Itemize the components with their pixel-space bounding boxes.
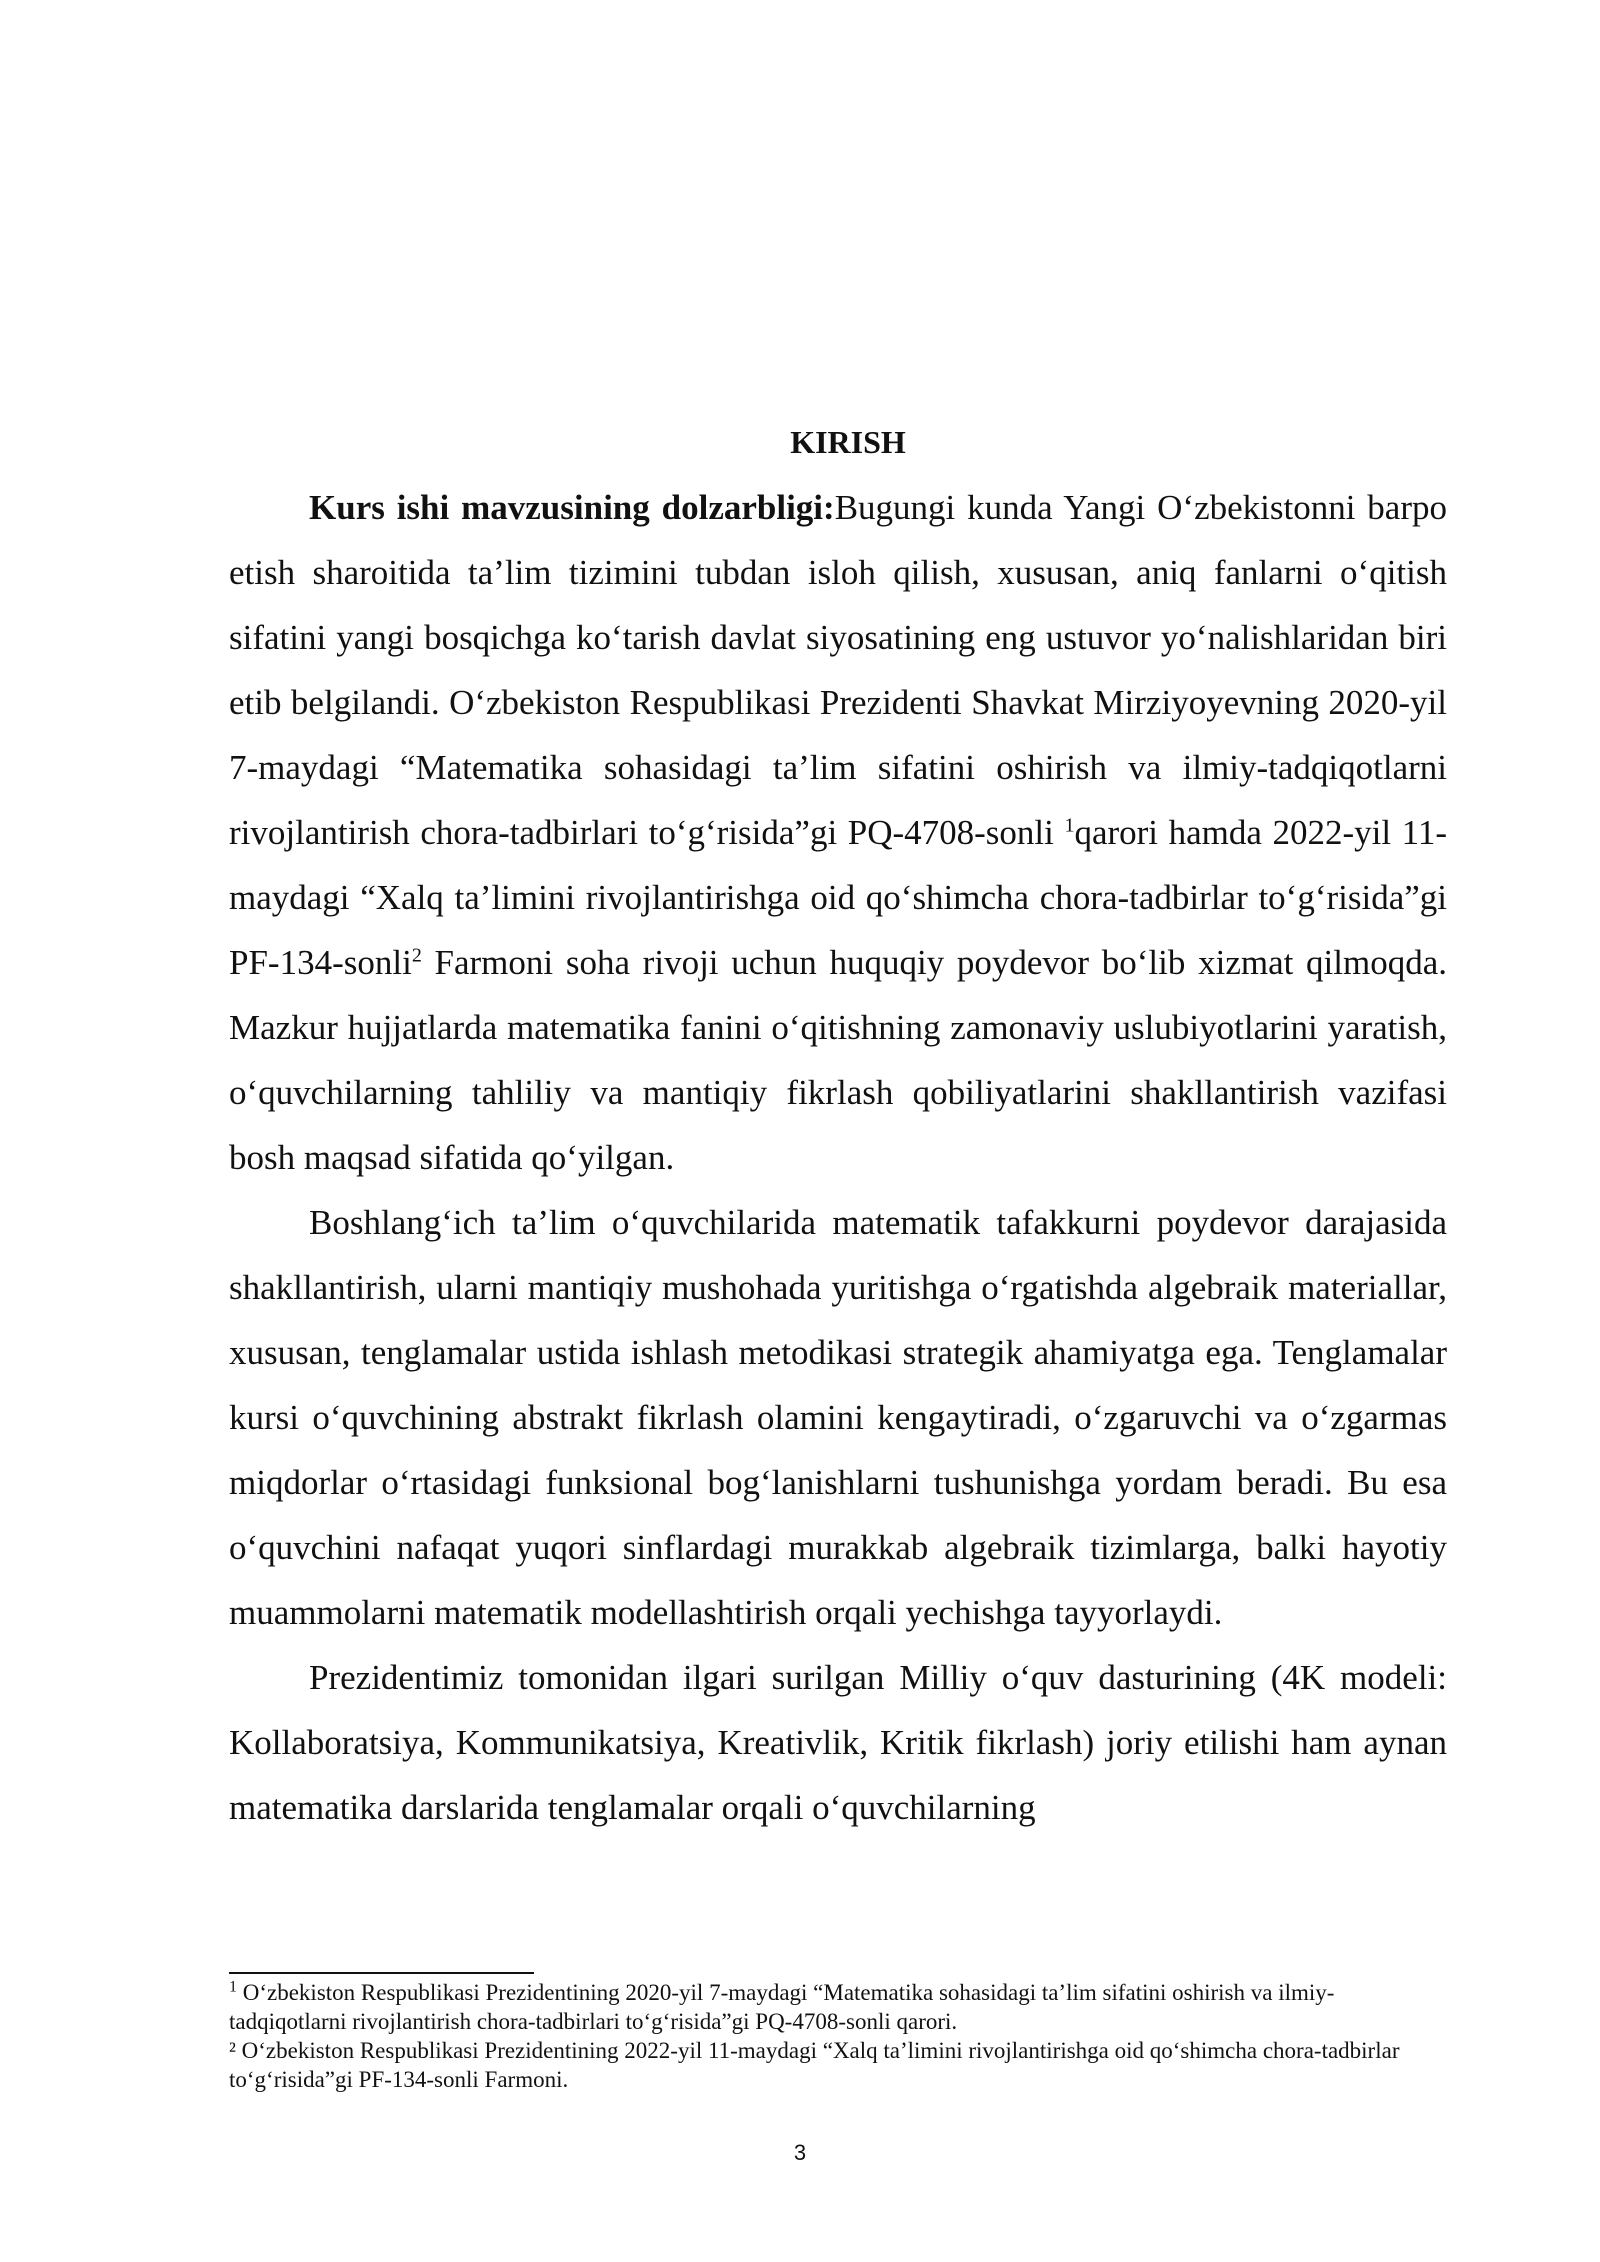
paragraph-2: Boshlang‘ich ta’lim o‘quvchilarida matematik tafakkurni poydevor darajasida shakllantirish, ularni mantiqiy mushohada yuritishga o‘rgatishda algebraik materiallar, xususan, tenglamalar ustida ishlash metodikasi strategik ahamiyatga ega. Tenglamalar kursi o‘quvchining abstrakt fikrlash olamini kengaytiradi, o‘zgaruvchi va o‘zgarmas miqdorlar o‘rtasidagi funksional bog‘lanishlarni tushunishga yordam beradi. Bu esa o‘quvchini nafaqat yuqori sinflardagi murakkab algebraik tizimlarga, balki hayotiy muammolarni matematik modellashtirish orqali yechishga tayyorlaydi. — [229, 1203, 1447, 1632]
footnotes — [229, 1978, 1447, 2094]
footnote-ref-2: 2 — [411, 944, 422, 967]
page-number: 3 — [793, 2140, 807, 2165]
paragraph-lead: Kurs ishi mavzusining dolzarbligi: — [309, 488, 835, 527]
paragraph-1-text-a: Bugungi kunda Yangi O‘zbekistonni barpo etish sharoitida ta’lim tizimini tubdan isloh qilish, xususan, aniq fanlarni o‘qitish sifatini yangi bosqichga ko‘tarish davlat siyosatining eng ustuvor yo‘nalishlaridan biri etib belgilandi. O‘zbekiston Respublikasi Prezidenti Shavkat Mirziyoyevning 2020-yil 7-maydagi “Matematika sohasidagi ta’lim sifatini oshirish va ilmiy-tadqiqotlarni rivojlantirish chora-tadbirlari to‘g‘risida”gi PQ-4708-sonli — [229, 488, 1447, 852]
paragraph-3: Prezidentimiz tomonidan ilgari surilgan Milliy o‘quv dasturining (4K modeli: Kollaboratsiya, Kommunikatsiya, Kreativlik, Kritik fikrlash) joriy etilishi ham aynan matematika darslarida tenglamalar orqali o‘quvchilarning — [229, 1658, 1447, 1827]
paragraph-1-text-c: Farmoni soha rivoji uchun huquqiy poydevor bo‘lib xizmat qilmoqda. Mazkur hujjatlarda matematika fanini o‘qitishning zamonaviy uslubiyotlarini yaratish, o‘quvchilarning tahliliy va mantiqiy fikrlash qobiliyatlarini shakllantirish vazifasi bosh maqsad sifatida qo‘yilgan. — [229, 943, 1447, 1177]
section-heading: KIRISH — [790, 424, 906, 460]
footnote-1 — [229, 1978, 1447, 2036]
footnote-mark-2: ² — [229, 2038, 236, 2063]
footnote-separator — [229, 1972, 534, 1974]
footnote-mark-1: 1 — [229, 1978, 237, 1996]
paragraph-1 — [229, 475, 1447, 1190]
footnote-ref-1: 1 — [1064, 814, 1075, 837]
paragraph-1-text-b: qarori hamda 2022-yil 11-maydagi “Xalq ta’limini rivojlantirishga oid qo‘shimcha chora-tadbirlar to‘g‘risida”gi PF-134-sonli — [229, 813, 1448, 982]
footnote-text-2: O‘zbekiston Respublikasi Prezidentining 2022-yil 11-maydagi “Xalq ta’limini rivojlantirishga oid qo‘shimcha chora-tadbirlar to‘g‘risida”gi PF-134-sonli Farmoni. — [229, 2038, 1400, 2092]
page-body — [229, 410, 1447, 1840]
footnote-2 — [229, 2036, 1447, 2094]
footnote-text-1: O‘zbekiston Respublikasi Prezidentining 2020-yil 7-maydagi “Matematika sohasidagi ta’lim sifatini oshirish va ilmiy-tadqiqotlarni rivojlantirish chora-tadbirlari to‘g‘risida”gi PQ-4708-sonli qarori. — [229, 1980, 1335, 2034]
